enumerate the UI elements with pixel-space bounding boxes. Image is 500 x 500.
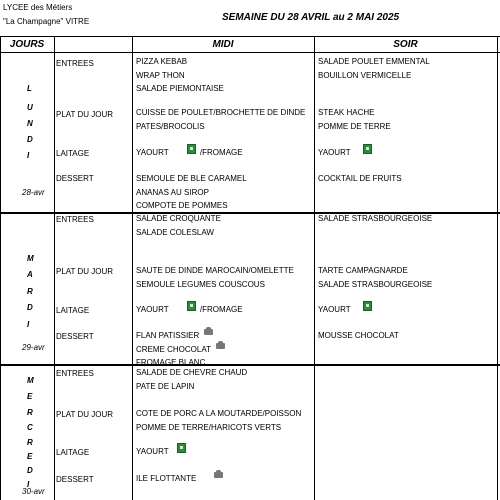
week-title: SEMAINE DU 28 AVRIL au 2 MAI 2025 [222, 12, 400, 23]
menu-item: SEMOULE LEGUMES COUSCOUS [136, 279, 265, 289]
category-dessert: DESSERT [56, 475, 94, 484]
category-plat: PLAT DU JOUR [56, 410, 114, 419]
day-letter: D [27, 303, 33, 312]
menu-item: COCKTAIL DE FRUITS [318, 174, 402, 183]
midi-col-border [132, 36, 133, 500]
category-entrees: ENTREES [56, 215, 94, 224]
day-letter: E [27, 392, 33, 401]
menu-item: PATES/BROCOLIS [136, 121, 205, 131]
day-letter: D [27, 466, 33, 475]
header-bottom-border [0, 52, 500, 53]
table-right-border [497, 36, 498, 500]
menu-item: CREME CHOCOLAT [136, 343, 225, 357]
day-date: 30-avr [22, 487, 45, 496]
menu-item: /FROMAGE [199, 305, 243, 314]
homemade-toque-icon [204, 327, 213, 335]
menu-item: BOUILLON VERMICELLE [318, 70, 412, 80]
soir-entrees [318, 212, 432, 226]
category-laitage: LAITAGE [56, 448, 90, 457]
organic-leaf-icon [187, 301, 196, 311]
day-letter: A [27, 270, 33, 279]
midi-laitage [136, 303, 243, 317]
soir-plat [318, 264, 432, 291]
category-laitage: LAITAGE [56, 149, 90, 158]
category-dessert: DESSERT [56, 174, 94, 183]
col-header-midi: MIDI [212, 39, 234, 50]
organic-leaf-icon [187, 144, 196, 154]
menu-item: TARTE CAMPAGNARDE [318, 266, 408, 275]
soir-dessert [318, 172, 402, 186]
day-date: 28-avr [22, 188, 45, 197]
menu-item: SALADE STRASBOURGEOISE [318, 214, 433, 223]
midi-entrees [136, 55, 224, 96]
midi-laitage [136, 146, 243, 160]
midi-dessert [136, 472, 223, 486]
midi-dessert [136, 172, 247, 213]
menu-item: CUISSE DE POULET/BROCHETTE DE DINDE [136, 108, 306, 117]
school-name: LYCEE des Métiers [3, 3, 73, 12]
category-dessert: DESSERT [56, 332, 94, 341]
menu-item: YAOURT [136, 447, 169, 456]
day-date: 29-avr [22, 343, 45, 352]
school-campus: "La Champagne" VITRE [3, 17, 90, 26]
menu-item: STEAK HACHE [318, 108, 375, 117]
soir-entrees [318, 55, 430, 82]
menu-item: POMME DE TERRE/HARICOTS VERTS [136, 422, 282, 432]
day-letter: L [27, 84, 32, 93]
category-entrees: ENTREES [56, 369, 94, 378]
day-letter: E [27, 452, 33, 461]
menu-item: MOUSSE CHOCOLAT [318, 331, 399, 340]
day-letter: U [27, 103, 33, 112]
day-letter: M [27, 254, 34, 263]
midi-plat [136, 407, 301, 434]
table-top-border [0, 36, 500, 37]
midi-entrees [136, 212, 221, 239]
day-letter: M [27, 376, 34, 385]
col-header-days: JOURS [9, 39, 45, 50]
days-col-border [54, 36, 55, 500]
menu-item: PATE DE LAPIN [136, 381, 195, 391]
homemade-toque-icon [216, 341, 225, 349]
menu-item: COTE DE PORC A LA MOUTARDE/POISSON [136, 409, 302, 418]
menu-item: YAOURT [136, 148, 169, 157]
menu-item: SALADE DE CHEVRE CHAUD [136, 368, 248, 377]
day-letter: I [27, 480, 30, 489]
col-header-soir: SOIR [393, 39, 418, 50]
day-letter: C [27, 423, 33, 432]
menu-item: FLAN PATISSIER [136, 329, 225, 343]
organic-leaf-icon [363, 144, 372, 154]
table-left-border [0, 36, 1, 500]
menu-item: SEMOULE DE BLE CARAMEL [136, 174, 247, 183]
menu-item: YAOURT [136, 305, 169, 314]
category-laitage: LAITAGE [56, 306, 90, 315]
menu-item: WRAP THON [136, 70, 185, 80]
homemade-toque-icon [214, 470, 223, 478]
menu-item: COMPOTE DE POMMES [136, 201, 228, 210]
midi-dessert [136, 329, 225, 370]
category-entrees: ENTREES [56, 59, 94, 68]
midi-plat [136, 106, 305, 133]
menu-item: FROMAGE BLANC [136, 358, 206, 367]
midi-plat [136, 264, 294, 291]
soir-col-border [314, 36, 315, 500]
menu-item: SALADE PIEMONTAISE [136, 84, 224, 93]
menu-item: SALADE POULET EMMENTAL [318, 57, 430, 66]
organic-leaf-icon [363, 301, 372, 311]
menu-item: YAOURT [318, 305, 351, 314]
day-separator-2 [0, 364, 500, 366]
menu-item: POMME DE TERRE [318, 121, 391, 131]
menu-item: ILE FLOTTANTE [136, 472, 223, 486]
menu-item: ANANAS AU SIROP [136, 187, 209, 197]
category-plat: PLAT DU JOUR [56, 267, 114, 276]
soir-dessert [318, 329, 399, 343]
menu-item: PIZZA KEBAB [136, 57, 188, 66]
day-letter: D [27, 135, 33, 144]
day-letter: N [27, 119, 33, 128]
menu-item: SAUTE DE DINDE MAROCAIN/OMELETTE [136, 266, 294, 275]
menu-item: /FROMAGE [199, 148, 243, 157]
midi-laitage [136, 445, 188, 459]
day-letter: I [27, 320, 30, 329]
menu-item: SALADE CROQUANTE [136, 214, 221, 223]
soir-plat [318, 106, 391, 133]
menu-item: SALADE COLESLAW [136, 227, 214, 237]
soir-laitage [318, 146, 374, 160]
menu-item: YAOURT [318, 148, 351, 157]
day-letter: R [27, 438, 33, 447]
soir-laitage [318, 303, 374, 317]
menu-item: SALADE STRASBOURGEOISE [318, 279, 433, 289]
day-letter: R [27, 408, 33, 417]
day-letter: I [27, 151, 30, 160]
category-plat: PLAT DU JOUR [56, 110, 114, 119]
midi-entrees [136, 366, 247, 393]
organic-leaf-icon [177, 443, 186, 453]
day-letter: R [27, 287, 33, 296]
